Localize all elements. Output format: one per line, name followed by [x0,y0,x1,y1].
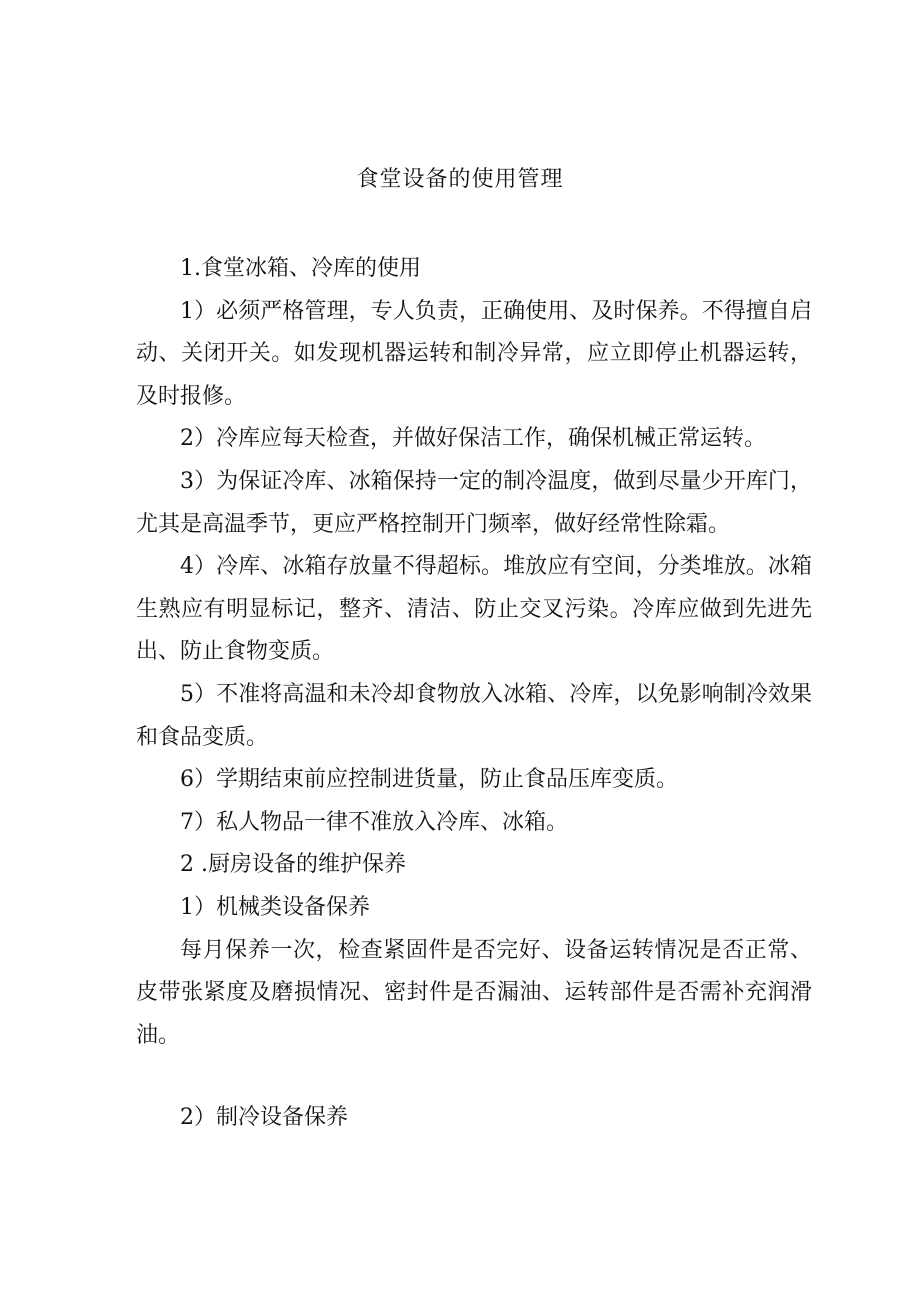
section-heading-fridge-usage: 1.食堂冰箱、冷库的使用 [180,256,421,281]
document-title: 食堂设备的使用管理 [356,167,564,192]
paragraph-monthly-maintenance: 每月保养一次，检查紧固件是否完好、设备运转情况是否正常、皮带张紧度及磨损情况、密封件是否漏油、运转部件是否需补充润滑油。 [136,937,812,1048]
paragraph-no-hot-food: 5）不准将高温和未冷却食物放入冰箱、冷库，以免影响制冷效果和食品变质。 [136,681,812,750]
document-body [136,248,812,1140]
paragraph-end-of-term-stock: 6）学期结束前应控制进货量，防止食品压库变质。 [180,767,678,793]
paragraph-strict-management: 1）必须严格管理，专人负责，正确使用、及时保养。不得擅自启动、关闭开关。如发现机器运转和制冷异常，应立即停止机器运转，及时报修。 [136,298,812,409]
paragraph-daily-inspection: 2）冷库应每天检查，并做好保洁工作，确保机械正常运转。 [180,426,766,452]
subheading-refrigeration-equipment: 2）制冷设备保养 [180,1105,348,1131]
paragraph-temperature-control: 3）为保证冷库、冰箱保持一定的制冷温度，做到尽量少开库门，尤其是高温季节，更应严格控制开门频率，做好经常性除霜。 [136,468,812,537]
subheading-mechanical-equipment: 1）机械类设备保养 [180,894,370,920]
paragraph-storage-limits: 4）冷库、冰箱存放量不得超标。堆放应有空间，分类堆放。冰箱生熟应有明显标记，整齐、清洁、防止交叉污染。冷库应做到先进先出、防止食物变质。 [136,554,812,665]
paragraph-no-personal-items: 7）私人物品一律不准放入冷库、冰箱。 [180,809,568,835]
section-heading-kitchen-maintenance: 2 .厨房设备的维护保养 [180,852,406,878]
